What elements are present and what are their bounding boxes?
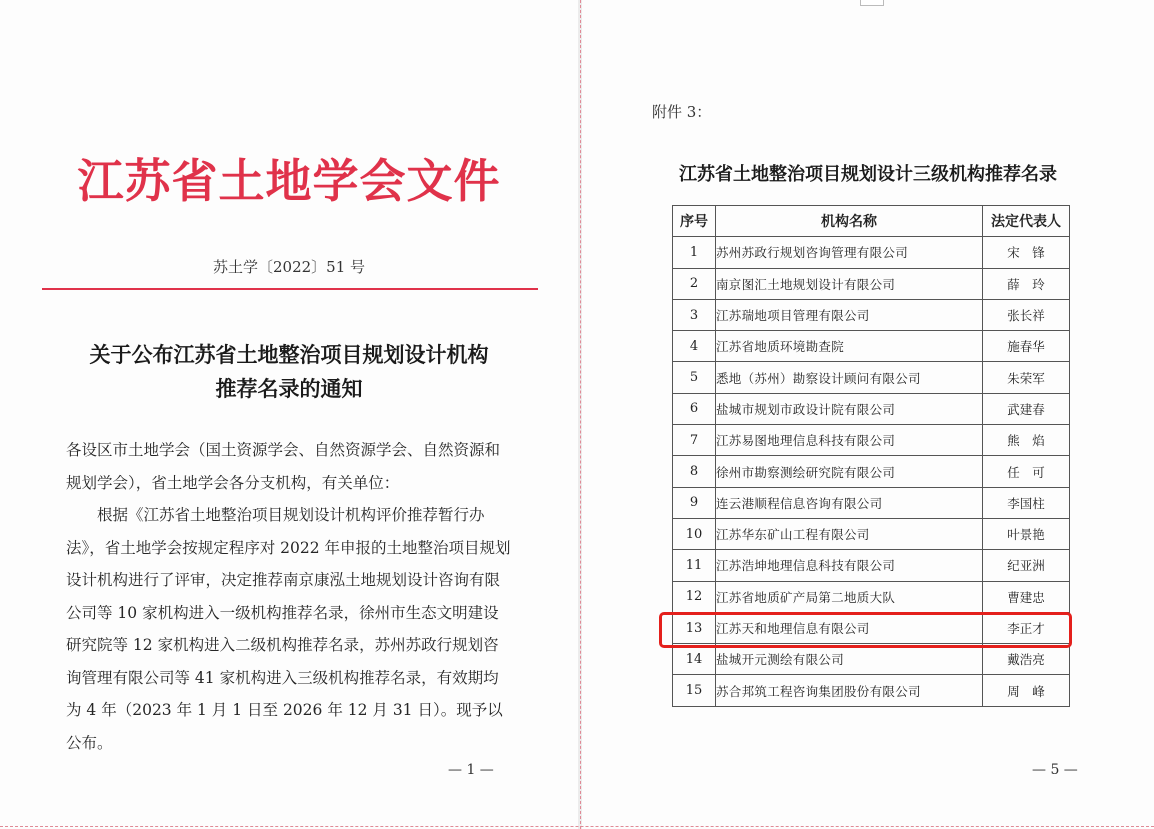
cell-legal-rep: 宋 锋 — [983, 237, 1070, 268]
table-row — [673, 362, 1070, 393]
cell-legal-rep: 朱荣军 — [983, 362, 1070, 393]
org-header-title: 江苏省土地学会文件 — [77, 154, 501, 208]
cell-legal-rep: 曹建忠 — [983, 581, 1070, 612]
cell-seq: 1 — [673, 237, 716, 268]
cell-legal-rep: 戴浩亮 — [983, 644, 1070, 675]
cell-org-name: 南京图汇土地规划设计有限公司 — [716, 268, 983, 299]
cell-org-name: 江苏省地质环境勘查院 — [716, 331, 983, 362]
cell-seq: 4 — [673, 331, 716, 362]
cell-seq: 6 — [673, 393, 716, 424]
cell-org-name: 苏州苏政行规划咨询管理有限公司 — [716, 237, 983, 268]
cell-legal-rep: 薛 玲 — [983, 268, 1070, 299]
table-row — [673, 487, 1070, 518]
table-row — [673, 456, 1070, 487]
cell-legal-rep: 周 峰 — [983, 675, 1070, 706]
column-header-org: 机构名称 — [716, 206, 983, 237]
cell-org-name: 连云港顺程信息咨询有限公司 — [716, 487, 983, 518]
cell-legal-rep: 任 可 — [983, 456, 1070, 487]
cell-seq: 14 — [673, 644, 716, 675]
page-tab-marker — [860, 0, 884, 6]
cell-org-name: 江苏省地质矿产局第二地质大队 — [716, 581, 983, 612]
cell-org-name: 江苏易图地理信息科技有限公司 — [716, 425, 983, 456]
cell-legal-rep: 李国柱 — [983, 487, 1070, 518]
table-row — [673, 425, 1070, 456]
cell-org-name: 江苏天和地理信息有限公司 — [716, 612, 983, 643]
cell-legal-rep: 叶景艳 — [983, 518, 1070, 549]
cell-seq: 8 — [673, 456, 716, 487]
column-header-rep: 法定代表人 — [983, 206, 1070, 237]
notice-body — [66, 434, 512, 759]
cell-seq: 5 — [673, 362, 716, 393]
cell-org-name: 苏合邦筑工程咨询集团股份有限公司 — [716, 675, 983, 706]
cell-org-name: 盐城市规划市政设计院有限公司 — [716, 393, 983, 424]
cell-org-name: 江苏瑞地项目管理有限公司 — [716, 299, 983, 330]
page-boundary-line — [580, 0, 581, 829]
table-row — [673, 675, 1070, 706]
red-divider — [42, 288, 538, 290]
table-row — [673, 268, 1070, 299]
table-row — [673, 581, 1070, 612]
notice-title — [0, 338, 578, 406]
table-row — [673, 393, 1070, 424]
cell-seq: 9 — [673, 487, 716, 518]
page-number-left: — 1 — — [448, 762, 494, 778]
cell-legal-rep: 武建春 — [983, 393, 1070, 424]
cell-org-name: 悉地（苏州）勘察设计顾问有限公司 — [716, 362, 983, 393]
cell-seq: 7 — [673, 425, 716, 456]
cell-seq: 13 — [673, 612, 716, 643]
cell-seq: 10 — [673, 518, 716, 549]
cell-legal-rep: 纪亚洲 — [983, 550, 1070, 581]
cell-seq: 3 — [673, 299, 716, 330]
notice-title-line1: 关于公布江苏省土地整治项目规划设计机构 — [89, 342, 489, 367]
cell-org-name: 盐城开元测绘有限公司 — [716, 644, 983, 675]
cell-legal-rep: 施春华 — [983, 331, 1070, 362]
table-header-row — [673, 206, 1070, 237]
document-number: 苏土学〔2022〕51 号 — [212, 258, 366, 276]
recipients-paragraph: 各设区市土地学会（国土资源学会、自然资源学会、自然资源和规划学会），省土地学会各分支机构，有关单位： — [66, 441, 501, 492]
table-row — [673, 331, 1070, 362]
page-number-right: — 5 — — [1032, 762, 1078, 778]
bottom-boundary-line — [0, 826, 1154, 827]
cell-seq: 15 — [673, 675, 716, 706]
table-row — [673, 644, 1070, 675]
highlight-box — [659, 612, 1072, 648]
cell-org-name: 徐州市勘察测绘研究院有限公司 — [716, 456, 983, 487]
table-row — [673, 550, 1070, 581]
table-row — [673, 299, 1070, 330]
column-header-seq: 序号 — [673, 206, 716, 237]
table-row — [673, 518, 1070, 549]
cell-seq: 12 — [673, 581, 716, 612]
cell-seq: 11 — [673, 550, 716, 581]
cell-seq: 2 — [673, 268, 716, 299]
table-row — [673, 237, 1070, 268]
cell-legal-rep: 李正才 — [983, 612, 1070, 643]
content-paragraph: 根据《江苏省土地整治项目规划设计机构评价推荐暂行办法》，省土地学会按规定程序对 2022 年申报的土地整治项目规划设计机构进行了评审，决定推荐南京康泓土地规划设计咨询有限公司等 10 家机构进入一级机构推荐名录，徐州市生态文明建设研究院等 12 家机构进入二级机构推荐名录，苏州苏政行规划咨询管理有限公司等 41 家机构进入三级机构推荐名录，有效期均为 4 年（2023 年 1 月 1 日至 2026 年 12 月 31 日）。现予以公布。 — [66, 506, 511, 752]
cell-legal-rep: 张长祥 — [983, 299, 1070, 330]
cell-org-name: 江苏华东矿山工程有限公司 — [716, 518, 983, 549]
notice-title-line2: 推荐名录的通知 — [215, 376, 363, 401]
list-title: 江苏省土地整治项目规划设计三级机构推荐名录 — [679, 164, 1057, 185]
cell-org-name: 江苏浩坤地理信息科技有限公司 — [716, 550, 983, 581]
cell-legal-rep: 熊 焰 — [983, 425, 1070, 456]
annex-label: 附件 3： — [652, 103, 712, 121]
